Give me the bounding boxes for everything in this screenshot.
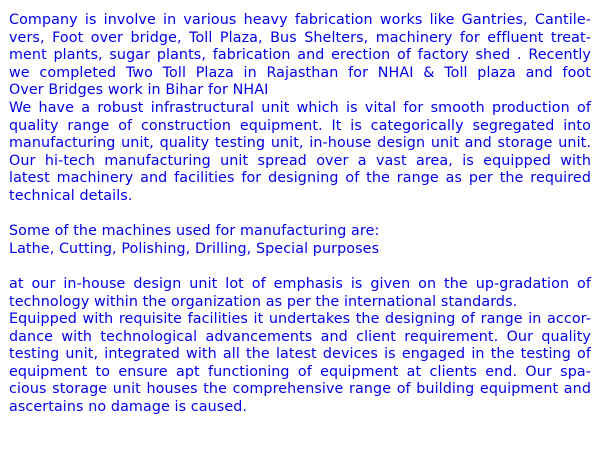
company-description <box>9 12 591 417</box>
text-line: manufacturing unit, quality testing unit, in-house design unit and storage unit. <box>9 135 591 152</box>
text-line: ment plants, sugar plants, fabrication and erection of factory shed . Recently <box>9 47 591 64</box>
paragraph-fabrication-works <box>9 12 591 100</box>
text-line: we completed Two Toll Plaza in Rajasthan for NHAI & Toll plaza and foot <box>9 64 591 81</box>
text-line: technical details. <box>9 187 133 204</box>
paragraph-design-and-testing <box>9 276 591 417</box>
paragraph-machines <box>9 223 591 258</box>
text-line: Some of the machines used for manufacturing are: <box>9 223 380 240</box>
text-line: Our hi-tech manufacturing unit spread over a vast area, is equipped with <box>9 152 591 169</box>
text-line: at our in-house design unit lot of emphasis is given on the up-gradation of <box>9 275 591 292</box>
text-line: We have a robust infrastructural unit which is vital for smooth production of <box>9 99 591 116</box>
spacer <box>9 206 591 224</box>
spacer <box>9 258 591 276</box>
paragraph-infrastructure <box>9 100 591 206</box>
text-line: quality range of construction equipment. It is categorically segregated into <box>9 117 591 134</box>
text-line: Over Bridges work in Bihar for NHAI <box>9 82 269 99</box>
text-line: dance with technological advancements and client requirement. Our quality <box>9 328 591 345</box>
text-line: cious storage unit houses the comprehensive range of building equipment and <box>9 381 591 398</box>
text-line: Equipped with requisite facilities it undertakes the designing of range in accor- <box>9 311 591 328</box>
text-line: latest machinery and facilities for designing of the range as per the required <box>9 170 591 187</box>
machines-list: Lathe, Cutting, Polishing, Drilling, Special purposes <box>9 240 380 257</box>
text-line: testing unit, integrated with all the latest devices is engaged in the testing of <box>9 346 591 363</box>
text-line: vers, Foot over bridge, Toll Plaza, Bus Shelters, machinery for effluent treat- <box>9 29 591 46</box>
text-line: Company is involve in various heavy fabrication works like Gantries, Cantile- <box>9 12 591 28</box>
text-line: technology within the organization as per the international standards. <box>9 293 518 310</box>
text-line: ascertains no damage is caused. <box>9 399 248 416</box>
text-line: equipment to ensure apt functioning of equipment at clients end. Our spa- <box>9 363 591 380</box>
